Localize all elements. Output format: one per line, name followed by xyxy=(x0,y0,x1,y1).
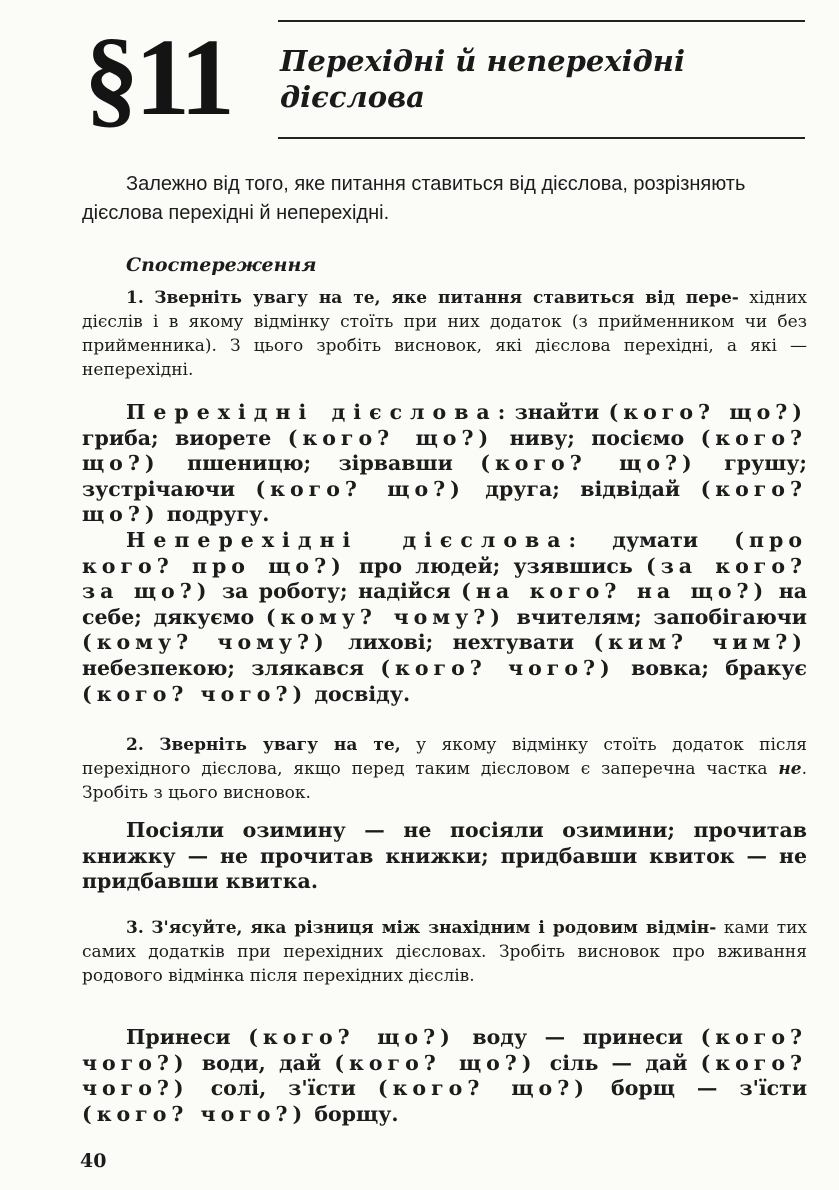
question: (кого? чого?) xyxy=(82,1101,308,1126)
object: вчителям; xyxy=(516,604,642,629)
verb: думати xyxy=(612,528,699,552)
verb: злякався xyxy=(251,655,364,680)
verb: зустрічаючи xyxy=(82,476,236,501)
example-1-intransitive: Неперехідні дієслова: думати (про кого? про що?) про людей; узявшись (за кого? за що?) за роботу; надійся (на кого? на що?) на себе; дякуємо (кому? чому?) вчителям; запобігаючи (кому? чому?) лихові; нехтувати (ким? чим?) небезпекою; злякався (кого? чого?) вовка; бракує (кого? чого?) досвіду. xyxy=(82,528,808,706)
verb-phrase xyxy=(82,477,560,501)
verb: узявшись xyxy=(513,553,633,578)
example-1-transitive: Перехідні дієслова: знайти (кого? що?) гриба; виорете (кого? що?) ниву; посіємо (кого? що?) пшеницю; зірвавши (кого? що?) грушу; зустрічаючи (кого? що?) друга; відвідай (кого? що?) подругу. xyxy=(82,400,808,527)
question: (кого? що?) xyxy=(287,425,494,450)
verb: дякуємо xyxy=(153,604,255,629)
verb: знайти xyxy=(514,400,600,424)
section-title-line2: дієслова xyxy=(280,80,425,114)
task-2-particle: не xyxy=(778,759,802,779)
task-2 xyxy=(82,733,807,805)
question: (кого? чого?) xyxy=(380,655,615,680)
object: води, xyxy=(201,1050,266,1075)
question: (кого? що?) xyxy=(608,400,807,424)
verb-phrase xyxy=(288,1076,717,1100)
object: сіль — xyxy=(549,1050,633,1075)
example-3 xyxy=(82,1025,807,1127)
label-transitive: Перехідні дієслова xyxy=(126,400,498,424)
section-number: §11 xyxy=(84,16,231,138)
object: воду — xyxy=(472,1025,566,1049)
object: грушу; xyxy=(724,451,807,476)
task-3 xyxy=(82,916,807,988)
intransitive-list xyxy=(82,528,807,706)
object: солі, xyxy=(210,1076,267,1101)
verb: з'їсти xyxy=(739,1076,808,1101)
question: (кому? чому?) xyxy=(82,630,329,655)
intro-paragraph: Залежно від того, яке питання ставиться від дієслова, розрізняють дієслова перехідні й неперехідні. xyxy=(82,173,746,224)
task-1-number: 1. xyxy=(126,288,144,308)
title-rule-top xyxy=(278,20,805,22)
object: борщ — xyxy=(611,1076,718,1101)
verb: з'їсти xyxy=(288,1076,356,1101)
object: подругу. xyxy=(166,502,270,527)
verb-phrase xyxy=(153,605,641,629)
task-2-text-b: . Зробіть з цього висновок. xyxy=(82,759,807,803)
task-3-number: 3. xyxy=(126,918,144,938)
section-title-line1: Перехідні й неперехідні xyxy=(280,44,685,78)
task-1-text-bold: Зверніть увагу на те, яке питання ставиться від пере- xyxy=(154,288,739,308)
verb: нехтувати xyxy=(452,630,575,655)
object: досвіду. xyxy=(314,681,411,706)
verb-phrase xyxy=(175,426,575,450)
verb: посіємо xyxy=(591,425,685,450)
verb: бракує xyxy=(725,655,807,680)
object: пшеницю; xyxy=(187,451,312,476)
question: (кого? що?) xyxy=(334,1050,537,1075)
verb: дай xyxy=(645,1050,688,1075)
example-2: Посіяли озимину — не посіяли озимини; прочитав книжку — не прочитав книжки; придбавши квиток — не придбавши квитка. xyxy=(82,818,807,894)
task-2-text-a: у якому відмінку стоїть додаток після перехідного дієслова, якщо перед таким дієсловом є заперечна частка xyxy=(82,735,807,779)
verb: принеси xyxy=(582,1025,683,1049)
verb-phrase xyxy=(279,1051,632,1075)
verb-phrase xyxy=(126,1025,565,1049)
question: (кого? що?) xyxy=(377,1076,589,1101)
question: (кого? що?) xyxy=(480,451,697,476)
question: (кого? що?) xyxy=(255,476,465,501)
question: (кого? чого?) xyxy=(82,1050,808,1101)
task-2-number: 2. xyxy=(126,735,144,755)
task-3-text-rest: ками тих самих додатків при перехідних дієсловах. Зробіть висновок про вживання родового відмінка після перехідних дієслів. xyxy=(82,918,808,986)
title-rule-bottom xyxy=(278,137,805,139)
verb: зірвавши xyxy=(338,451,453,476)
object: про людей; xyxy=(359,553,501,578)
question: (кого? чого?) xyxy=(82,681,308,706)
verb: дай xyxy=(278,1050,322,1075)
question: (кого? чого?) xyxy=(82,1025,808,1075)
section-title xyxy=(280,43,800,115)
object: борщу. xyxy=(314,1101,399,1126)
verb-phrase xyxy=(251,656,709,680)
object: на себе; xyxy=(82,579,807,629)
object: гриба; xyxy=(82,425,159,450)
object: друга; xyxy=(485,476,560,501)
object: небезпекою; xyxy=(82,655,235,680)
question: (за кого? за що?) xyxy=(82,553,808,604)
verb: Принеси xyxy=(126,1025,231,1049)
example-3-list xyxy=(82,1025,807,1126)
observations-heading: Спостереження xyxy=(126,254,317,276)
task-1 xyxy=(82,286,807,382)
question: (про кого? про що?) xyxy=(82,528,807,578)
task-2-text-bold: Зверніть увагу на те, xyxy=(159,735,401,755)
question: (кого? що?) xyxy=(82,425,808,476)
task-1-text-rest: хідних дієслів і в якому відмінку стоїть при них додаток (з прийменником чи без прийменника). З цього зробіть висновок, які дієслова перехідні, а які — неперехідні. xyxy=(82,288,808,380)
question: (кого? що?) xyxy=(82,476,807,527)
question: (на кого? на що?) xyxy=(461,579,769,604)
task-3-text-bold: З'ясуйте, яка різниця між знахідним і родовим відмін- xyxy=(151,918,717,938)
object: лихові; xyxy=(348,630,434,655)
question: (кого? що?) xyxy=(248,1025,455,1049)
verb: відвідай xyxy=(580,476,681,501)
object: ниву; xyxy=(509,425,575,450)
verb: запобігаючи xyxy=(653,604,808,629)
object: вовка; xyxy=(631,655,709,680)
verb-phrase xyxy=(339,451,807,475)
label-intransitive: Неперехідні дієслова xyxy=(126,528,569,552)
page-number: 40 xyxy=(80,1150,107,1172)
verb: виорете xyxy=(175,425,272,450)
object: за роботу; xyxy=(221,579,348,604)
question: (кому? чому?) xyxy=(265,604,505,629)
question: (ким? чим?) xyxy=(593,630,808,655)
verb: надійся xyxy=(358,579,451,604)
